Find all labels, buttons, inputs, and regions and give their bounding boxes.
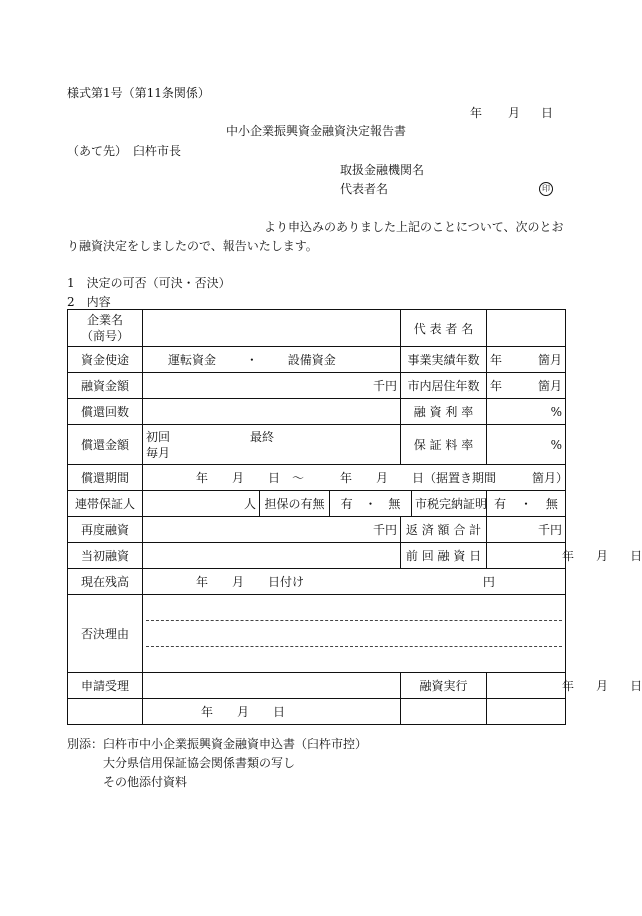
loan-execution-value[interactable]: 年 月 日 — [487, 673, 566, 699]
repayment-count-value[interactable] — [143, 399, 401, 425]
rejection-reason-label: 否決理由 — [68, 595, 143, 673]
business-years-value[interactable]: 年 箇月 — [487, 347, 566, 373]
initial-loan-label: 当初融資 — [68, 543, 143, 569]
received-date-blank — [68, 699, 143, 725]
business-years-label: 事業実績年数 — [401, 347, 487, 373]
repayment-period-label: 償還期間 — [68, 465, 143, 491]
row-repayment-count — [68, 399, 566, 425]
execution-blank-1 — [401, 699, 487, 725]
representative-label: 代表者名 — [340, 182, 389, 196]
equipment-funds-option[interactable]: 設備資金 — [287, 353, 336, 367]
institution-label: 取扱金融機関名 — [340, 163, 425, 177]
option-separator: ・ — [245, 353, 258, 367]
document-title: 中小企業振興資金融資決定報告書 — [226, 124, 407, 138]
attachment-3: その他添付資料 — [103, 775, 188, 789]
fund-use-label: 資金使途 — [68, 347, 143, 373]
row-received-date — [68, 699, 566, 725]
row-repayment-period — [68, 465, 566, 491]
report-table — [67, 309, 642, 725]
row-guarantor — [68, 491, 566, 517]
attachment-1: 別添：臼杵市中小企業振興資金融資申込書（臼杵市控） — [67, 737, 368, 751]
date-day: 日 — [541, 106, 554, 120]
row-current-balance — [68, 569, 566, 595]
repayment-period-value[interactable]: 年 月 日 ～ 年 月 日（据置き期間 箇月） — [143, 465, 566, 491]
tax-certificate-options[interactable]: 有 ・ 無 — [487, 491, 566, 517]
guarantor-count[interactable]: 人 — [143, 491, 260, 517]
repayment-amount-label: 償還金額 — [68, 425, 143, 465]
company-label: 企業名 （商号） — [68, 310, 143, 347]
current-balance-value[interactable]: 年 月 日付け 円 — [143, 569, 566, 595]
total-repayment-value[interactable]: 千円 — [487, 517, 566, 543]
rejection-reason-value[interactable] — [143, 595, 566, 673]
rejection-line-2 — [146, 621, 562, 647]
execution-blank-2 — [487, 699, 566, 725]
reloan-value[interactable]: 千円 — [143, 517, 401, 543]
interest-rate-label: 融 資 利 率 — [401, 399, 487, 425]
interest-rate-value[interactable]: % — [487, 399, 566, 425]
company-value[interactable] — [143, 310, 401, 347]
row-application-received — [68, 673, 566, 699]
date-month: 月 — [508, 106, 521, 120]
previous-loan-date-label: 前 回 融 資 日 — [401, 543, 487, 569]
form-number: 様式第1号（第11条関係） — [67, 86, 210, 100]
guarantee-fee-label: 保 証 料 率 — [401, 425, 487, 465]
previous-loan-date-value[interactable]: 年 月 日 — [487, 543, 566, 569]
representative-name-value[interactable] — [487, 310, 566, 347]
received-date-value[interactable]: 年 月 日 — [143, 699, 401, 725]
body-line-2: り融資決定をしましたので、報告いたします。 — [67, 239, 318, 253]
attachment-2: 大分県信用保証協会関係書類の写し — [103, 756, 296, 770]
loan-execution-label: 融資実行 — [401, 673, 487, 699]
row-initial-loan — [68, 543, 566, 569]
repayment-count-label: 償還回数 — [68, 399, 143, 425]
reloan-label: 再度融資 — [68, 517, 143, 543]
residence-years-value[interactable]: 年 箇月 — [487, 373, 566, 399]
item-content: 2 内容 — [67, 295, 111, 309]
total-repayment-label: 返 済 額 合 計 — [401, 517, 487, 543]
row-rejection-reason — [68, 595, 566, 673]
loan-amount-label: 融資金額 — [68, 373, 143, 399]
collateral-options[interactable]: 有 ・ 無 — [330, 491, 412, 517]
application-received-value[interactable] — [143, 673, 401, 699]
current-balance-label: 現在残高 — [68, 569, 143, 595]
operating-funds-option[interactable]: 運転資金 — [168, 353, 217, 367]
date-year: 年 — [470, 106, 483, 120]
addressee: （あて先） 臼杵市長 — [67, 144, 182, 158]
item-decision: 1 決定の可否（可決・否決） — [67, 276, 231, 290]
guarantee-fee-value[interactable]: % — [487, 425, 566, 465]
collateral-label: 担保の有無 — [260, 491, 330, 517]
guarantor-label: 連帯保証人 — [68, 491, 143, 517]
seal-icon: 印 — [539, 182, 553, 196]
row-reloan — [68, 517, 566, 543]
representative-name-label: 代 表 者 名 — [401, 310, 487, 347]
row-fund-use — [68, 347, 566, 373]
residence-years-label: 市内居住年数 — [401, 373, 487, 399]
seal-mark — [539, 180, 553, 196]
row-loan-amount — [68, 373, 566, 399]
loan-amount-value[interactable]: 千円 — [143, 373, 401, 399]
row-repayment-amount — [68, 425, 566, 465]
repayment-amount-value[interactable]: 初回 最終 毎月 — [143, 425, 401, 465]
body-line-1: より申込みのありました上記のことについて、次のとお — [264, 220, 564, 234]
fund-use-options[interactable] — [143, 347, 401, 373]
rejection-line-1 — [146, 595, 562, 621]
row-company — [68, 310, 566, 347]
application-received-label: 申請受理 — [68, 673, 143, 699]
initial-loan-value[interactable] — [143, 543, 401, 569]
rejection-line-3 — [146, 647, 562, 672]
tax-certificate-label: 市税完納証明 — [412, 491, 487, 517]
